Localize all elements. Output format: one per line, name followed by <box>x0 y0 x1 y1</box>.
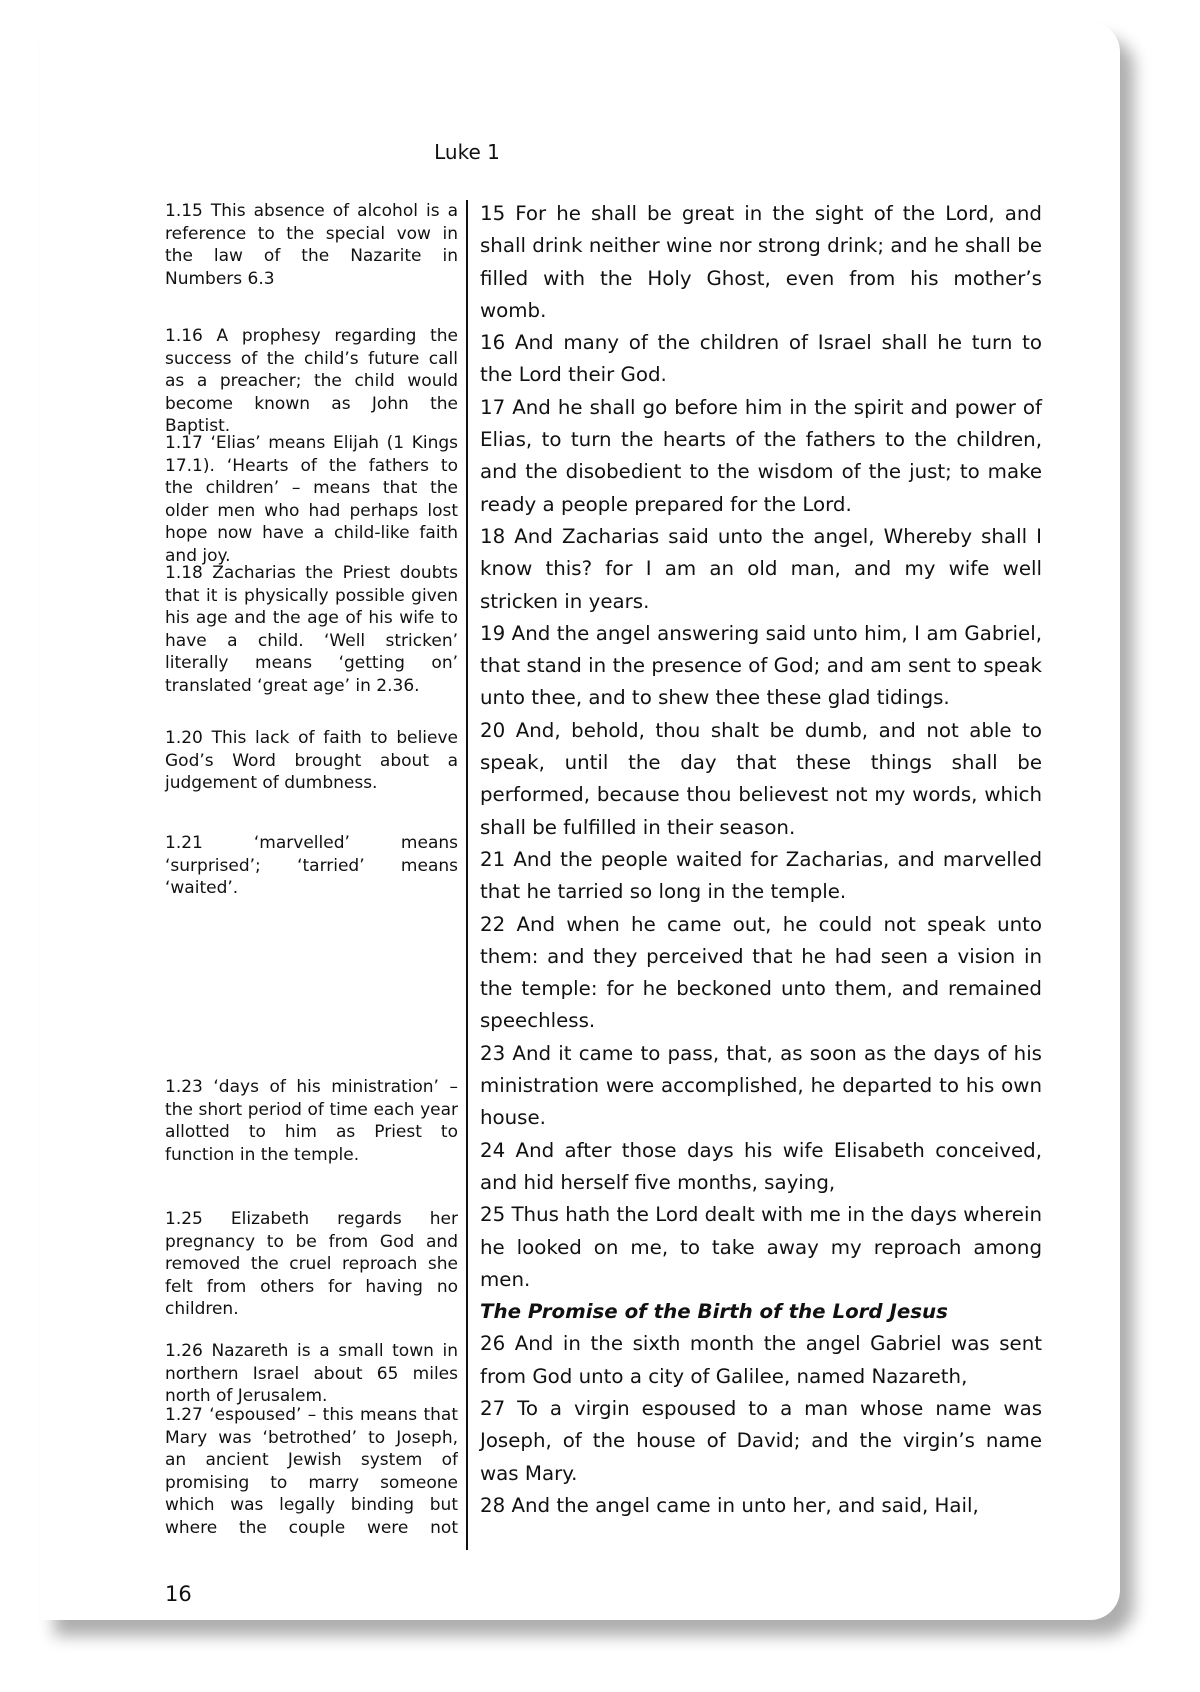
note-1-20: 1.20 This lack of faith to believe God’s Word brought about a judgement of dumbness. <box>165 728 458 793</box>
note-1-27: 1.27 ‘espoused’ – this means that Mary was ‘betrothed’ to Joseph, an ancient Jewish system of promising to marry someone which was legally binding but where the couple were not <box>165 1405 458 1538</box>
verse-26: 26 And in the sixth month the angel Gabriel was sent from God unto a city of Galilee, named Nazareth, <box>480 1332 1042 1388</box>
column-divider <box>466 200 468 1550</box>
note-1-25: 1.25 Elizabeth regards her pregnancy to be from God and removed the cruel reproach she felt from others for having no children. <box>165 1209 458 1319</box>
note-1-21: 1.21 ‘marvelled’ means ‘surprised’; ‘tarried’ means ‘waited’. <box>165 833 458 898</box>
verse-17: 17 And he shall go before him in the spirit and power of Elias, to turn the hearts of the fathers to the children, and the disobedient to the wisdom of the just; to make ready a people prepared for the Lord. <box>480 395 1042 516</box>
verse-22: 22 And when he came out, he could not speak unto them: and they perceived that he had seen a vision in the temple: for he beckoned unto them, and remained speechless. <box>480 912 1042 1033</box>
commentary-notes-column <box>165 200 458 1570</box>
verse-20: 20 And, behold, thou shalt be dumb, and not able to speak, until the day that these things shall be performed, because thou believest not my words, which shall be fulfilled in their season. <box>480 718 1042 839</box>
verse-24: 24 And after those days his wife Elisabeth conceived, and hid herself five months, saying, <box>480 1138 1042 1194</box>
note-1-26: 1.26 Nazareth is a small town in northern Israel about 65 miles north of Jerusalem. <box>165 1341 458 1406</box>
verse-27: 27 To a virgin espoused to a man whose name was Joseph, of the house of David; and the virgin’s name was Mary. <box>480 1396 1042 1485</box>
verse-16: 16 And many of the children of Israel shall he turn to the Lord their God. <box>480 331 1042 387</box>
note-1-17: 1.17 ‘Elias’ means Elijah (1 Kings 17.1). ‘Hearts of the fathers to the children’ – means that the older men who had perhaps lost hope now have a child-like faith and joy. <box>165 433 458 566</box>
scripture-text-column <box>480 198 1042 1522</box>
section-heading: The Promise of the Birth of the Lord Jesus <box>480 1300 948 1324</box>
verse-21: 21 And the people waited for Zacharias, and marvelled that he tarried so long in the temple. <box>480 847 1042 904</box>
verse-15: 15 For he shall be great in the sight of the Lord, and shall drink neither wine nor strong drink; and he shall be filled with the Holy Ghost, even from his mother’s womb. <box>480 202 1042 322</box>
verse-28: 28 And the angel came in unto her, and said, Hail, <box>480 1493 979 1517</box>
note-1-18: 1.18 Zacharias the Priest doubts that it is physically possible given his age and the age of his wife to have a child. ‘Well stricken’ literally means ‘getting on’ translated ‘great age’ in 2.36. <box>165 563 458 696</box>
verse-19: 19 And the angel answering said unto him, I am Gabriel, that stand in the presence of God; and am sent to speak unto thee, and to shew thee these glad tidings. <box>480 621 1042 710</box>
note-1-23: 1.23 ‘days of his ministration’ – the short period of time each year allotted to him as Priest to function in the temple. <box>165 1077 458 1165</box>
verse-18: 18 And Zacharias said unto the angel, Whereby shall I know this? for I am an old man, and my wife well stricken in years. <box>480 524 1042 613</box>
page-number: 16 <box>165 1582 192 1606</box>
note-1-15: 1.15 This absence of alcohol is a reference to the special vow in the law of the Nazarite in Numbers 6.3 <box>165 201 458 289</box>
verse-23: 23 And it came to pass, that, as soon as the days of his ministration were accomplished, he departed to his own house. <box>480 1041 1042 1130</box>
verse-25: 25 Thus hath the Lord dealt with me in the days wherein he looked on me, to take away my reproach among men. <box>480 1203 1042 1291</box>
running-head: Luke 1 <box>434 140 500 164</box>
note-1-16: 1.16 A prophesy regarding the success of the child’s future call as a preacher; the child would become known as John the Baptist. <box>165 326 458 436</box>
